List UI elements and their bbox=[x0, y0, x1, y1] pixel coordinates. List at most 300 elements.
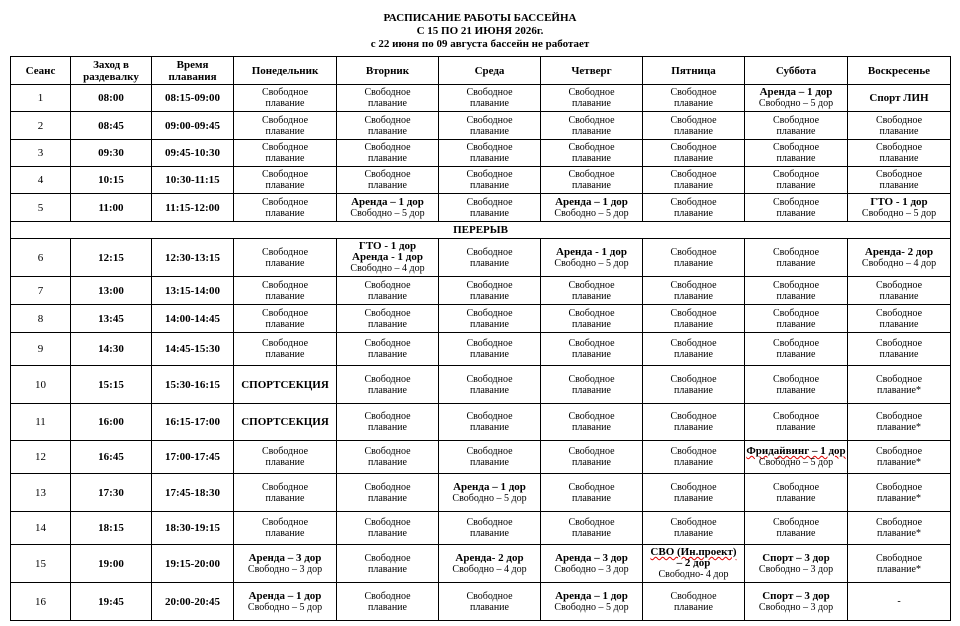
cell-line: ГТО - 1 дор bbox=[358, 240, 417, 252]
cell-line: Свободное bbox=[875, 373, 923, 385]
table-row bbox=[11, 305, 951, 333]
cell-line: плавание bbox=[265, 457, 305, 468]
entry-time: 16:45 bbox=[71, 441, 152, 474]
cell-line: Свободное bbox=[670, 517, 717, 528]
cell-line: плавание bbox=[265, 528, 305, 539]
cell-line: плавание bbox=[368, 601, 407, 613]
cell-line: Свободно – 3 дор bbox=[247, 563, 323, 575]
cell-friday bbox=[643, 239, 745, 277]
cell-line: Свободное bbox=[261, 114, 309, 126]
cell-line: плавание bbox=[776, 349, 816, 360]
swim-time: 16:15-17:00 bbox=[152, 404, 234, 441]
cell-thursday bbox=[541, 277, 643, 305]
cell-line: Свободное bbox=[364, 446, 411, 457]
cell-saturday bbox=[745, 140, 848, 167]
cell-line: Свободное bbox=[364, 307, 411, 319]
cell-line: плавание bbox=[879, 125, 919, 137]
cell-line: Свободное bbox=[670, 142, 717, 153]
cell-wednesday bbox=[439, 239, 541, 277]
cell-line: Свободное bbox=[466, 279, 513, 291]
cell-line: Свободное bbox=[670, 279, 717, 291]
cell-line: Свободно – 5 дор bbox=[247, 601, 323, 613]
cell-sunday bbox=[848, 474, 951, 512]
cell-friday bbox=[643, 140, 745, 167]
cell-line: Аренда – 3 дор bbox=[248, 551, 322, 564]
session-number: 16 bbox=[11, 583, 71, 621]
cell-line: плавание bbox=[572, 318, 611, 330]
session-number: 6 bbox=[11, 239, 71, 277]
cell-line: Свободное bbox=[261, 196, 309, 208]
cell-line: Свободное bbox=[670, 246, 717, 258]
cell-line: Свободно – 5 дор bbox=[554, 257, 629, 269]
cell-line: Свободное bbox=[772, 373, 820, 385]
cell-line: Свободное bbox=[261, 307, 309, 319]
cell-wednesday bbox=[439, 333, 541, 366]
cell-thursday bbox=[541, 404, 643, 441]
break-label: ПЕРЕРЫВ bbox=[11, 222, 951, 239]
cell-monday bbox=[234, 441, 337, 474]
cell-line: плавание bbox=[572, 180, 611, 191]
cell-tuesday bbox=[337, 583, 439, 621]
col-header-session: Сеанс bbox=[11, 57, 71, 85]
cell-monday bbox=[234, 366, 337, 404]
cell-line: Свободно – 5 дор bbox=[758, 457, 834, 468]
table-row bbox=[11, 277, 951, 305]
cell-line: Свободное bbox=[466, 411, 513, 422]
cell-line: Свободное bbox=[466, 169, 513, 180]
cell-line: плавание bbox=[674, 349, 713, 360]
cell-saturday bbox=[745, 404, 848, 441]
cell-friday bbox=[643, 474, 745, 512]
cell-tuesday bbox=[337, 277, 439, 305]
swim-time: 20:00-20:45 bbox=[152, 583, 234, 621]
cell-line: плавание bbox=[470, 207, 509, 219]
cell-tuesday bbox=[337, 85, 439, 112]
cell-line: плавание bbox=[470, 528, 509, 539]
cell-sunday bbox=[848, 167, 951, 194]
cell-wednesday bbox=[439, 277, 541, 305]
cell-line: плавание bbox=[368, 318, 407, 330]
cell-monday bbox=[234, 194, 337, 222]
cell-line: Спорт – 3 дор bbox=[762, 551, 830, 564]
cell-line: плавание bbox=[674, 384, 713, 396]
cell-line: Свободное bbox=[772, 481, 820, 493]
cell-line: Свободное bbox=[261, 246, 309, 258]
cell-tuesday bbox=[337, 167, 439, 194]
break-row bbox=[11, 222, 951, 239]
cell-line: плавание bbox=[368, 492, 407, 504]
cell-saturday bbox=[745, 474, 848, 512]
session-number: 8 bbox=[11, 305, 71, 333]
cell-line: Свободное bbox=[875, 552, 923, 564]
cell-line: Свободное bbox=[670, 169, 717, 180]
cell-line: плавание bbox=[776, 422, 816, 433]
cell-thursday bbox=[541, 441, 643, 474]
cell-line: плавание bbox=[776, 257, 816, 269]
swim-time: 09:00-09:45 bbox=[152, 112, 234, 140]
cell-monday bbox=[234, 583, 337, 621]
entry-time: 14:30 bbox=[71, 333, 152, 366]
cell-line: Свободно – 3 дор bbox=[758, 601, 834, 613]
col-header-tuesday: Вторник bbox=[337, 57, 439, 85]
cell-line: плавание bbox=[368, 563, 407, 575]
col-header-time-line2: плавания bbox=[168, 70, 217, 83]
cell-sunday bbox=[848, 404, 951, 441]
cell-line: плавание bbox=[470, 153, 509, 164]
cell-line: Свободное bbox=[772, 517, 820, 528]
cell-wednesday bbox=[439, 167, 541, 194]
session-number: 12 bbox=[11, 441, 71, 474]
cell-line: Свободное bbox=[364, 411, 411, 422]
cell-monday bbox=[234, 305, 337, 333]
cell-line: плавание bbox=[368, 422, 407, 433]
cell-line: Свободное bbox=[364, 590, 411, 602]
table-row bbox=[11, 441, 951, 474]
cell-line: Свободно – 5 дор bbox=[452, 492, 527, 504]
cell-line: плавание bbox=[368, 98, 407, 109]
table-row bbox=[11, 194, 951, 222]
cell-line: Свободное bbox=[772, 411, 820, 422]
swim-time: 10:30-11:15 bbox=[152, 167, 234, 194]
cell-line: плавание bbox=[265, 125, 305, 137]
cell-friday bbox=[643, 583, 745, 621]
cell-line: плавание bbox=[470, 290, 509, 302]
cell-line: плавание bbox=[368, 290, 407, 302]
cell-friday bbox=[643, 512, 745, 545]
cell-line: плавание bbox=[674, 98, 713, 109]
cell-line: Свободное bbox=[772, 114, 820, 126]
cell-wednesday bbox=[439, 366, 541, 404]
cell-line: Свободное bbox=[364, 338, 411, 349]
cell-line: Свободное bbox=[466, 307, 513, 319]
cell-line: плавание bbox=[470, 318, 509, 330]
cell-line: Свободное bbox=[670, 373, 717, 385]
cell-friday bbox=[643, 112, 745, 140]
cell-line: Свободное bbox=[772, 196, 820, 208]
cell-sunday bbox=[848, 85, 951, 112]
cell-line: Свободное bbox=[670, 307, 717, 319]
cell-line: плавание* bbox=[877, 492, 921, 504]
cell-line: Свободное bbox=[670, 590, 717, 602]
swim-time: 17:00-17:45 bbox=[152, 441, 234, 474]
cell-line: плавание bbox=[368, 349, 407, 360]
cell-saturday bbox=[745, 277, 848, 305]
cell-line: Свободное bbox=[364, 373, 411, 385]
cell-line: Свободное bbox=[364, 114, 411, 126]
cell-line: ГТО - 1 дор bbox=[870, 195, 928, 208]
cell-line: плавание bbox=[879, 180, 919, 191]
cell-line: Фридайвинг – 1 дор bbox=[746, 445, 846, 457]
cell-tuesday bbox=[337, 140, 439, 167]
cell-friday bbox=[643, 441, 745, 474]
cell-line: плавание bbox=[368, 457, 407, 468]
cell-line: Свободно – 4 дор bbox=[452, 563, 527, 575]
cell-monday bbox=[234, 404, 337, 441]
cell-line: Свободно- 4 дор bbox=[658, 569, 729, 580]
cell-line: Свободное bbox=[261, 338, 309, 349]
cell-line: плавание bbox=[368, 528, 407, 539]
entry-time: 09:30 bbox=[71, 140, 152, 167]
cell-monday bbox=[234, 333, 337, 366]
cell-line: Свободное bbox=[568, 169, 615, 180]
cell-line: Свободное bbox=[466, 87, 513, 98]
cell-monday bbox=[234, 85, 337, 112]
cell-line: плавание bbox=[572, 528, 611, 539]
cell-line: плавание bbox=[470, 457, 509, 468]
cell-line: плавание bbox=[265, 257, 305, 269]
entry-time: 17:30 bbox=[71, 474, 152, 512]
swim-time: 18:30-19:15 bbox=[152, 512, 234, 545]
cell-line: плавание bbox=[674, 125, 713, 137]
swim-time: 14:45-15:30 bbox=[152, 333, 234, 366]
cell-line: плавание bbox=[368, 180, 407, 191]
cell-line: плавание* bbox=[877, 457, 921, 468]
cell-line: Свободное bbox=[875, 338, 923, 349]
cell-line: Свободное bbox=[670, 411, 717, 422]
cell-line: Аренда – 1 дор bbox=[759, 86, 833, 98]
cell-line: Аренда - 1 дор bbox=[352, 251, 423, 263]
cell-line: плавание bbox=[674, 180, 713, 191]
cell-line: плавание bbox=[572, 422, 611, 433]
cell-friday bbox=[643, 85, 745, 112]
cell-sunday bbox=[848, 333, 951, 366]
table-header-row bbox=[11, 57, 951, 85]
cell-line: плавание bbox=[265, 98, 305, 109]
col-header-entry bbox=[71, 57, 152, 85]
cell-line: Аренда – 3 дор bbox=[555, 551, 628, 564]
entry-time: 11:00 bbox=[71, 194, 152, 222]
cell-saturday bbox=[745, 239, 848, 277]
cell-line: плавание bbox=[368, 384, 407, 396]
cell-line: плавание bbox=[470, 180, 509, 191]
cell-line: плавание bbox=[776, 180, 816, 191]
cell-line: Свободное bbox=[364, 142, 411, 153]
cell-tuesday bbox=[337, 333, 439, 366]
cell-line: плавание bbox=[776, 528, 816, 539]
cell-tuesday bbox=[337, 404, 439, 441]
cell-line: Свободное bbox=[364, 279, 411, 291]
cell-monday bbox=[234, 112, 337, 140]
session-number: 9 bbox=[11, 333, 71, 366]
cell-line: Свободное bbox=[466, 246, 513, 258]
cell-thursday bbox=[541, 545, 643, 583]
session-number: 1 bbox=[11, 85, 71, 112]
cell-line: плавание bbox=[776, 290, 816, 302]
cell-line: Свободно – 3 дор bbox=[758, 563, 834, 575]
swim-time: 14:00-14:45 bbox=[152, 305, 234, 333]
cell-line: плавание bbox=[470, 125, 509, 137]
cell-line: плавание bbox=[776, 125, 816, 137]
cell-wednesday bbox=[439, 441, 541, 474]
cell-thursday bbox=[541, 239, 643, 277]
cell-line: Свободное bbox=[772, 338, 820, 349]
cell-line: Свободно – 5 дор bbox=[350, 207, 425, 219]
cell-line: Аренда – 1 дор bbox=[248, 589, 322, 602]
cell-line: Свободное bbox=[261, 481, 309, 493]
cell-line: Свободное bbox=[772, 169, 820, 180]
cell-line: Свободное bbox=[875, 481, 923, 493]
table-row bbox=[11, 512, 951, 545]
cell-line: Свободное bbox=[261, 142, 309, 153]
cell-tuesday bbox=[337, 545, 439, 583]
cell-saturday bbox=[745, 441, 848, 474]
document-title: РАСПИСАНИЕ РАБОТЫ БАССЕЙНА bbox=[383, 12, 577, 24]
cell-line: плавание bbox=[879, 318, 919, 330]
schedule-table bbox=[10, 56, 951, 621]
cell-line: плавание bbox=[368, 153, 407, 164]
entry-time: 10:15 bbox=[71, 167, 152, 194]
cell-line: плавание bbox=[879, 153, 919, 164]
table-row bbox=[11, 404, 951, 441]
session-number: 14 bbox=[11, 512, 71, 545]
cell-line: Свободное bbox=[261, 87, 309, 98]
cell-line: плавание bbox=[674, 422, 713, 433]
cell-saturday bbox=[745, 112, 848, 140]
col-header-friday: Пятница bbox=[643, 57, 745, 85]
cell-line: плавание bbox=[674, 601, 713, 613]
cell-line: плавание bbox=[265, 207, 305, 219]
table-row bbox=[11, 239, 951, 277]
session-number: 5 bbox=[11, 194, 71, 222]
cell-line: Свободное bbox=[364, 87, 411, 98]
cell-sunday bbox=[848, 194, 951, 222]
cell-line: Свободное bbox=[466, 338, 513, 349]
cell-line: Свободное bbox=[568, 481, 615, 493]
cell-line: Свободное bbox=[364, 169, 411, 180]
cell-sunday bbox=[848, 305, 951, 333]
cell-line: плавание bbox=[265, 290, 305, 302]
col-header-monday: Понедельник bbox=[234, 57, 337, 85]
cell-sunday bbox=[848, 583, 951, 621]
cell-sunday bbox=[848, 512, 951, 545]
cell-monday bbox=[234, 167, 337, 194]
cell-line: Свободное bbox=[670, 114, 717, 126]
cell-line: плавание* bbox=[877, 422, 921, 433]
cell-line: плавание bbox=[674, 153, 713, 164]
cell-saturday bbox=[745, 333, 848, 366]
cell-line: Аренда- 2 дор bbox=[864, 245, 934, 258]
cell-tuesday bbox=[337, 366, 439, 404]
table-row bbox=[11, 140, 951, 167]
cell-line: Свободно – 5 дор bbox=[861, 207, 937, 219]
cell-friday bbox=[643, 167, 745, 194]
cell-thursday bbox=[541, 167, 643, 194]
entry-time: 16:00 bbox=[71, 404, 152, 441]
cell-line: Свободно – 5 дор bbox=[758, 98, 834, 109]
cell-line: СВО (Ин.проект) bbox=[650, 546, 737, 558]
cell-wednesday bbox=[439, 140, 541, 167]
cell-thursday bbox=[541, 140, 643, 167]
cell-line: Свободное bbox=[568, 338, 615, 349]
cell-line: плавание bbox=[572, 384, 611, 396]
cell-line: плавание bbox=[776, 318, 816, 330]
cell-monday bbox=[234, 140, 337, 167]
session-number: 13 bbox=[11, 474, 71, 512]
table-row bbox=[11, 583, 951, 621]
cell-line: СПОРТСЕКЦИЯ bbox=[241, 378, 329, 391]
cell-line: Свободное bbox=[875, 411, 923, 422]
table-row bbox=[11, 366, 951, 404]
cell-line: плавание bbox=[572, 290, 611, 302]
cell-line: Свободно – 3 дор bbox=[554, 563, 629, 575]
cell-sunday bbox=[848, 140, 951, 167]
cell-line: Свободное bbox=[875, 114, 923, 126]
cell-line: плавание bbox=[674, 457, 713, 468]
swim-time: 19:15-20:00 bbox=[152, 545, 234, 583]
cell-line: плавание bbox=[674, 290, 713, 302]
col-header-time bbox=[152, 57, 234, 85]
cell-monday bbox=[234, 239, 337, 277]
cell-line: Свободное bbox=[670, 196, 717, 208]
cell-line: Свободное bbox=[875, 307, 923, 319]
cell-saturday bbox=[745, 85, 848, 112]
table-row bbox=[11, 545, 951, 583]
cell-line: плавание bbox=[470, 422, 509, 433]
cell-wednesday bbox=[439, 512, 541, 545]
col-header-thursday: Четверг bbox=[541, 57, 643, 85]
schedule-body bbox=[11, 85, 951, 621]
cell-line: плавание bbox=[265, 153, 305, 164]
cell-line: Свободное bbox=[261, 169, 309, 180]
cell-line: Свободное bbox=[364, 517, 411, 528]
cell-line: Свободное bbox=[568, 373, 615, 385]
cell-saturday bbox=[745, 167, 848, 194]
cell-line: Свободное bbox=[875, 142, 923, 153]
cell-line: плавание bbox=[470, 349, 509, 360]
cell-sunday bbox=[848, 441, 951, 474]
cell-thursday bbox=[541, 112, 643, 140]
cell-friday bbox=[643, 404, 745, 441]
cell-line: плавание* bbox=[877, 528, 921, 539]
cell-line: Свободное bbox=[568, 411, 615, 422]
cell-wednesday bbox=[439, 545, 541, 583]
cell-line: плавание bbox=[470, 601, 509, 613]
cell-line: СПОРТСЕКЦИЯ bbox=[241, 416, 329, 428]
cell-line: Свободное bbox=[568, 114, 615, 126]
cell-tuesday bbox=[337, 512, 439, 545]
cell-line: Свободное bbox=[466, 446, 513, 457]
cell-line: Спорт ЛИН bbox=[869, 91, 929, 104]
cell-line: Свободное bbox=[568, 307, 615, 319]
table-row bbox=[11, 112, 951, 140]
cell-line: плавание* bbox=[877, 563, 921, 575]
cell-line: плавание bbox=[879, 349, 919, 360]
document-header bbox=[0, 12, 960, 51]
cell-line: Аренда – 1 дор bbox=[351, 195, 424, 208]
col-header-time-line1: Время bbox=[176, 58, 209, 71]
cell-line: плавание bbox=[776, 153, 816, 164]
table-row bbox=[11, 333, 951, 366]
cell-line: плавание bbox=[470, 384, 509, 396]
cell-line: плавание bbox=[674, 207, 713, 219]
cell-line: плавание bbox=[572, 125, 611, 137]
cell-line: плавание bbox=[572, 457, 611, 468]
entry-time: 19:45 bbox=[71, 583, 152, 621]
cell-friday bbox=[643, 545, 745, 583]
cell-line: плавание bbox=[776, 207, 816, 219]
cell-line: плавание bbox=[265, 180, 305, 191]
swim-time: 08:15-09:00 bbox=[152, 85, 234, 112]
cell-monday bbox=[234, 474, 337, 512]
cell-line: Свободное bbox=[772, 246, 820, 258]
cell-line: плавание bbox=[674, 318, 713, 330]
cell-tuesday bbox=[337, 112, 439, 140]
cell-line: Свободное bbox=[772, 307, 820, 319]
cell-line: – 2 дор bbox=[676, 557, 711, 569]
cell-thursday bbox=[541, 583, 643, 621]
cell-line: плавание bbox=[572, 492, 611, 504]
cell-line: Свободное bbox=[875, 517, 923, 528]
